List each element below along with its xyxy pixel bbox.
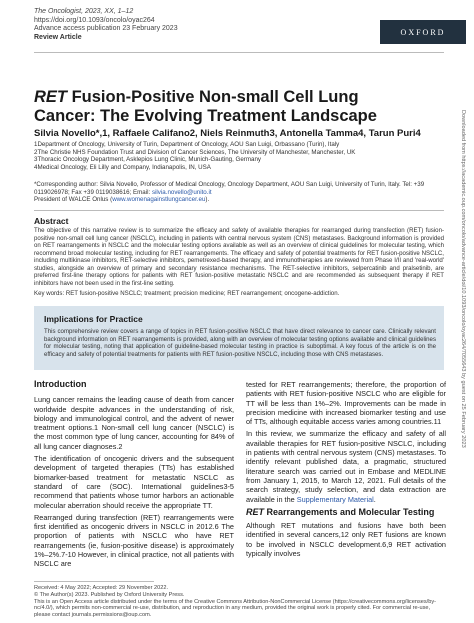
footer-divider bbox=[34, 581, 154, 582]
intro-paragraph-3: Rearranged during transfection (RET) rearrangements were first identified as oncogenic drivers in NSCLC in 2012.6 The proportion of patients with NSCLC who have RET rearrangements (ie, fusion-positive disease) is approximately 1%–2%.7-10 However, in clinical practice, not all patients with NSCLC are bbox=[34, 512, 234, 569]
walce-link[interactable]: www.womenagainstlungcancer.eu bbox=[112, 196, 206, 204]
received-dates: Received: 4 May 2022; Accepted: 29 November 2022. bbox=[34, 585, 169, 591]
body-paragraph-1: tested for RET rearrangements; therefore, the proportion of patients with RET fusion-positive NSCLC who are eligible for TT will be less than 1%–2%. Improvements can be made in precision medicine with increased biomarker testing and use of TTs, although equitable access varies among countries.11 bbox=[246, 380, 446, 427]
section-heading-text: Rearrangements and Molecular Testing bbox=[264, 506, 435, 517]
download-note-text: Downloaded from https://academic.oup.com/oncolo/advance-article/doi/10.1093/oncolo/oyac264/7055643 by guest on 25 February 2023 bbox=[460, 110, 466, 448]
abstract-divider bbox=[34, 210, 444, 211]
right-column bbox=[246, 380, 446, 561]
introduction-heading: Introduction bbox=[34, 379, 87, 389]
keywords: Key words: RET fusion-positive NSCLC; treatment; precision medicine; RET rearrangement; oncogene-addiction. bbox=[34, 290, 340, 297]
journal-line: The Oncologist, 2023, XX, 1–12 bbox=[34, 8, 134, 15]
left-column bbox=[34, 380, 234, 572]
intro-paragraph-2: The identification of oncogenic drivers and the subsequent development of targeted therapies (TTs) has established biomarker-based treatment for metastatic NSCLC as standard of care (SOC). International guidelines3-5 recommend that patients whose tumor harbors an actionable molecular aberration should receive the appropriate TT. bbox=[34, 454, 234, 510]
title-gene: RET bbox=[34, 88, 67, 106]
title-rest: Fusion-Positive Non-small Cell Lung Cancer: The Evolving Treatment Landscape bbox=[34, 88, 377, 125]
author-list: Silvia Novello*,1, Raffaele Califano2, Niels Reinmuth3, Antonella Tamma4, Tarun Puri4 bbox=[34, 128, 421, 139]
president-suffix: ). bbox=[205, 196, 210, 204]
correspondence-text: *Corresponding author: Silvia Novello, Professor of Medical Oncology, Oncology Department, AOU San Luigi, University of Turin, Italy. Tel: +39 0119026978; Fax +39 0119038616; Email: bbox=[34, 181, 425, 196]
body-paragraph-2 bbox=[246, 429, 446, 503]
email-link[interactable]: silvia.novello@unito.it bbox=[151, 188, 212, 196]
doi-link[interactable]: https://doi.org/10.1093/oncolo/oyac264 bbox=[34, 16, 155, 24]
affiliation-3: 3Thoracic Oncology Department, Asklepios Lung Clinic, Munich-Gauting, Germany bbox=[34, 156, 261, 164]
correspondence bbox=[34, 181, 444, 204]
implications-heading: Implications for Practice bbox=[44, 314, 143, 324]
license-text: This is an Open Access article distributed under the terms of the Creative Commons Attribution-NonCommercial License (https://creativecommons.org/licenses/by-nc/4.0/), which permits non-commercial re-use, distribution, and reproduction in any medium, provided the original work is properly cited. For commercial re-use, please contact journals.permissions@oup.com. bbox=[34, 598, 436, 619]
affiliations bbox=[34, 141, 434, 171]
abstract-heading: Abstract bbox=[34, 216, 69, 226]
president-prefix: President of WALCE Onlus ( bbox=[34, 196, 113, 204]
implications-text: This comprehensive review covers a range of topics in RET fusion-positive NSCLC that have direct relevance to cancer care. Clinically relevant background information on RET rearrangements is provided, along with an overview of molecular testing options available and clinical guidelines for molecular testing, noting that application of guideline-based molecular testing in practice is suboptimal. A key focus of the article is on the efficacy and safety of potential treatments for patients with RET fusion-positive NSCLC, including those with CNS metastases. bbox=[44, 328, 436, 358]
copyright: © The Author(s) 2023. Published by Oxford University Press. bbox=[34, 591, 185, 598]
oxford-logo: OXFORD bbox=[380, 20, 466, 44]
abstract-text: The objective of this narrative review is to summarize the efficacy and safety of available therapies for rearranged during transfection (RET) fusion-positive non-small cell lung cancer (NSCLC), including in patients with central nervous system (CNS) metastases. Background information is provided on RET rearrangements in NSCLC and the molecular testing options available as well as an overview of clinical guidelines for molecular testing, which recommend broad molecular testing, including for RET rearrangements. The efficacy and safety of potential treatments for RET fusion-positive NSCLC, including multikinase inhibitors, RET-selective inhibitors, pemetrexed-based therapy, and immunotherapies are reviewed from Phase I/II and 'real-world' studies, alongside an overview of primary and secondary resistance mechanisms. The RET-selective inhibitors, selpercatinib and pralsetinib, are preferred first-line therapy options for patients with RET fusion-positive metastatic NSCLC and are recommended as subsequent therapy if RET inhibitors have not been used in the first-line setting. bbox=[34, 227, 444, 287]
journal-header bbox=[34, 8, 294, 42]
body-paragraph-2-end: . bbox=[373, 494, 376, 504]
access-date: Advance access publication 23 February 2023 bbox=[34, 25, 178, 32]
affiliation-2: 2The Christie NHS Foundation Trust and Division of Cancer Sciences, The University of Manchester, Manchester, UK bbox=[34, 148, 356, 156]
affiliation-4: 4Medical Oncology, Eli Lilly and Company, Indianapolis, IN, USA bbox=[34, 163, 211, 171]
body-paragraph-3: Although RET mutations and fusions have both been identified in several cancers,12 only RET fusions are known to be involved in NSCLC development.6,9 RET activation typically involves bbox=[246, 521, 446, 559]
intro-paragraph-1: Lung cancer remains the leading cause of death from cancer worldwide despite advances in the understanding of risk, biology and immunological control, and the advent of newer treatment options.1 Non-small cell lung cancer (NSCLC) is the most common type of lung cancer, accounting for 84% of all lung cancer diagnoses.2 bbox=[34, 395, 234, 451]
affiliation-1: 1Department of Oncology, University of Turin, Department of Oncology, AOU San Luigi, Orbassano (Turin), Italy bbox=[34, 141, 340, 148]
article-title bbox=[34, 88, 394, 126]
download-side-note bbox=[456, 110, 466, 570]
section-heading-gene: RET bbox=[246, 506, 264, 517]
article-type: Review Article bbox=[34, 33, 82, 41]
footer bbox=[34, 585, 444, 619]
implications-box bbox=[34, 306, 444, 370]
header-divider bbox=[34, 52, 444, 53]
body-paragraph-2-text: In this review, we summarize the efficacy and safety of all available therapies for RET fusion-positive NSCLC, including in patients with central nervous system (CNS) metastases. To identify relevant published data, a pragmatic, structured literature search was carried out in Embase and MEDLINE from January 1, 2015, to March 12, 2021. Full details of the search strategy, study selection, and data extraction are available in the bbox=[246, 429, 446, 504]
section-heading-rearrangements bbox=[246, 508, 446, 517]
supplementary-link[interactable]: Supplementary Material bbox=[296, 494, 374, 504]
